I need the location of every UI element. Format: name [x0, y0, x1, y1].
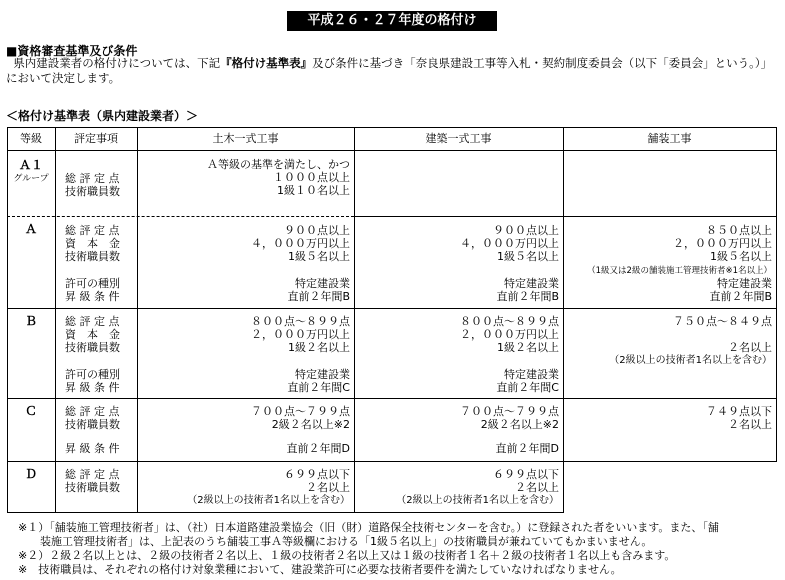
a-paving-note: （1級又は2級の舗装施工管理技術者※1名以上）	[587, 266, 772, 276]
item-label: 昇 級 条 件	[65, 442, 120, 455]
item-label: 総 評 定 点	[65, 172, 120, 185]
col-header-civil: 土木一式工事	[212, 132, 279, 145]
grade-d: Ｄ	[25, 467, 38, 481]
a-paving-line: ８５０点以上	[706, 224, 772, 237]
item-label: 技術職員数	[65, 250, 120, 263]
c-building-line: 2級２名以上※2	[480, 418, 559, 431]
grade-a1: Ａ１	[18, 158, 43, 172]
a-building-line: 特定建設業	[504, 277, 559, 290]
a-paving-line: 特定建設業	[717, 277, 772, 290]
footnote-1-cont: 装施工管理技術者」は、上記表のうち舗装工事Ａ等級欄における「1級５名以上」の技術職員が兼ねていてもかまいません。	[18, 535, 653, 548]
a-building-line: 1級５名以上	[497, 250, 559, 263]
d-civil-line: ２名以上	[306, 481, 350, 494]
item-label: 技術職員数	[65, 481, 120, 494]
footnote-2: ※２）２級２名以上とは、２級の技術者２名以上、１級の技術者２名以上又は１級の技術者１名＋２級の技術者１名以上も含みます。	[18, 549, 676, 562]
col-header-paving: 舗装工事	[647, 132, 692, 145]
grade-b: Ｂ	[25, 314, 38, 328]
c-civil-line: ７００点～７９９点	[251, 405, 350, 418]
a-civil-line: 特定建設業	[295, 277, 350, 290]
footnote-3: ※ 技術職員は、それぞれの格付け対象業種において、建設業許可に必要な技術者要件を満たしていなければなりません。	[18, 563, 622, 576]
b-paving-note: （2級以上の技術者1名以上を含む）	[609, 355, 772, 366]
a-building-line: ４，０００万円以上	[460, 237, 559, 250]
item-label: 総 評 定 点	[65, 315, 120, 328]
b-building-line: ８００点～８９９点	[460, 315, 559, 328]
b-civil-line: ２，０００万円以上	[251, 328, 350, 341]
table-heading: ＜格付け基準表（県内建設業者）＞	[6, 109, 199, 123]
c-civil-line: 直前２年間D	[286, 442, 350, 455]
d-building-note: （2級以上の技術者1名以上を含む）	[396, 495, 559, 506]
col-header-item: 評定事項	[74, 132, 118, 145]
col-header-grade: 等級	[20, 132, 42, 145]
footnote-1: ※１）「舗装施工管理技術者」は、（社）日本道路建設業協会（旧（財）道路保全技術センターを含む。）に登録された者をいいます。また、「舗	[18, 521, 719, 534]
a-paving-line: 直前２年間B	[709, 290, 772, 303]
item-label: 総 評 定 点	[65, 405, 120, 418]
item-label: 技術職員数	[65, 341, 120, 354]
item-label: 資 本 金	[65, 328, 120, 341]
a-civil-line: 直前２年間B	[287, 290, 350, 303]
item-label: 資 本 金	[65, 237, 120, 250]
c-building-line: 直前２年間D	[495, 442, 559, 455]
grade-c: Ｃ	[25, 404, 38, 418]
a-civil-line: ４，０００万円以上	[251, 237, 350, 250]
d-civil-line: ６９９点以下	[284, 468, 350, 481]
a-building-line: ９００点以上	[493, 224, 559, 237]
b-building-line: 特定建設業	[504, 368, 559, 381]
item-label: 昇 級 条 件	[65, 290, 120, 303]
item-label: 昇 級 条 件	[65, 381, 120, 394]
c-civil-line: 2級２名以上※2	[271, 418, 350, 431]
b-building-line: ２，０００万円以上	[460, 328, 559, 341]
b-building-line: 1級２名以上	[497, 341, 559, 354]
a1-civil-line: １０００点以上	[273, 171, 350, 184]
item-label: 総 評 定 点	[65, 468, 120, 481]
a-paving-line: 1級５名以上	[710, 250, 772, 263]
section-heading: ■資格審査基準及び条件	[6, 44, 138, 58]
item-label: 総 評 定 点	[65, 224, 120, 237]
c-paving-line: ２名以上	[728, 418, 772, 431]
a1-civil-line: 1級１０名以上	[277, 184, 350, 197]
item-label: 許可の種別	[65, 368, 120, 381]
d-building-line: ６９９点以下	[493, 468, 559, 481]
page-title: 平成２６・２７年度の格付け	[287, 11, 497, 31]
a-civil-line: 1級５名以上	[288, 250, 350, 263]
item-label: 技術職員数	[65, 185, 120, 198]
b-paving-line: ２名以上	[728, 341, 772, 354]
d-building-line: ２名以上	[515, 481, 559, 494]
item-label: 許可の種別	[65, 277, 120, 290]
intro-text-2: 及び条件に基づき「奈良県建設工事等入札・契約制度委員会（以下「委員会」という。）」において決定します。	[6, 56, 773, 85]
a-building-line: 直前２年間B	[496, 290, 559, 303]
b-civil-line: 特定建設業	[295, 368, 350, 381]
b-building-line: 直前２年間C	[496, 381, 559, 394]
a1-civil-line: Ａ等級の基準を満たし、かつ	[207, 158, 350, 171]
intro-paragraph	[6, 56, 781, 86]
grade-a1-sub: グループ	[13, 174, 49, 184]
b-civil-line: 直前２年間C	[287, 381, 350, 394]
b-civil-line: 1級２名以上	[288, 341, 350, 354]
a-civil-line: ９００点以上	[284, 224, 350, 237]
b-civil-line: ８００点～８９９点	[251, 315, 350, 328]
c-building-line: ７００点～７９９点	[460, 405, 559, 418]
intro-bold: 『格付け基準表』	[220, 56, 313, 70]
b-paving-line: ７５０点～８４９点	[673, 315, 772, 328]
d-civil-note: （2級以上の技術者1名以上を含む）	[187, 495, 350, 506]
item-label: 技術職員数	[65, 418, 120, 431]
intro-text-1: 県内建設業者の格付けについては、下記	[13, 56, 221, 70]
c-paving-line: ７４９点以下	[706, 405, 772, 418]
col-header-building: 建築一式工事	[425, 132, 492, 145]
grade-a: Ａ	[25, 222, 38, 236]
a-paving-line: ２，０００万円以上	[673, 237, 772, 250]
